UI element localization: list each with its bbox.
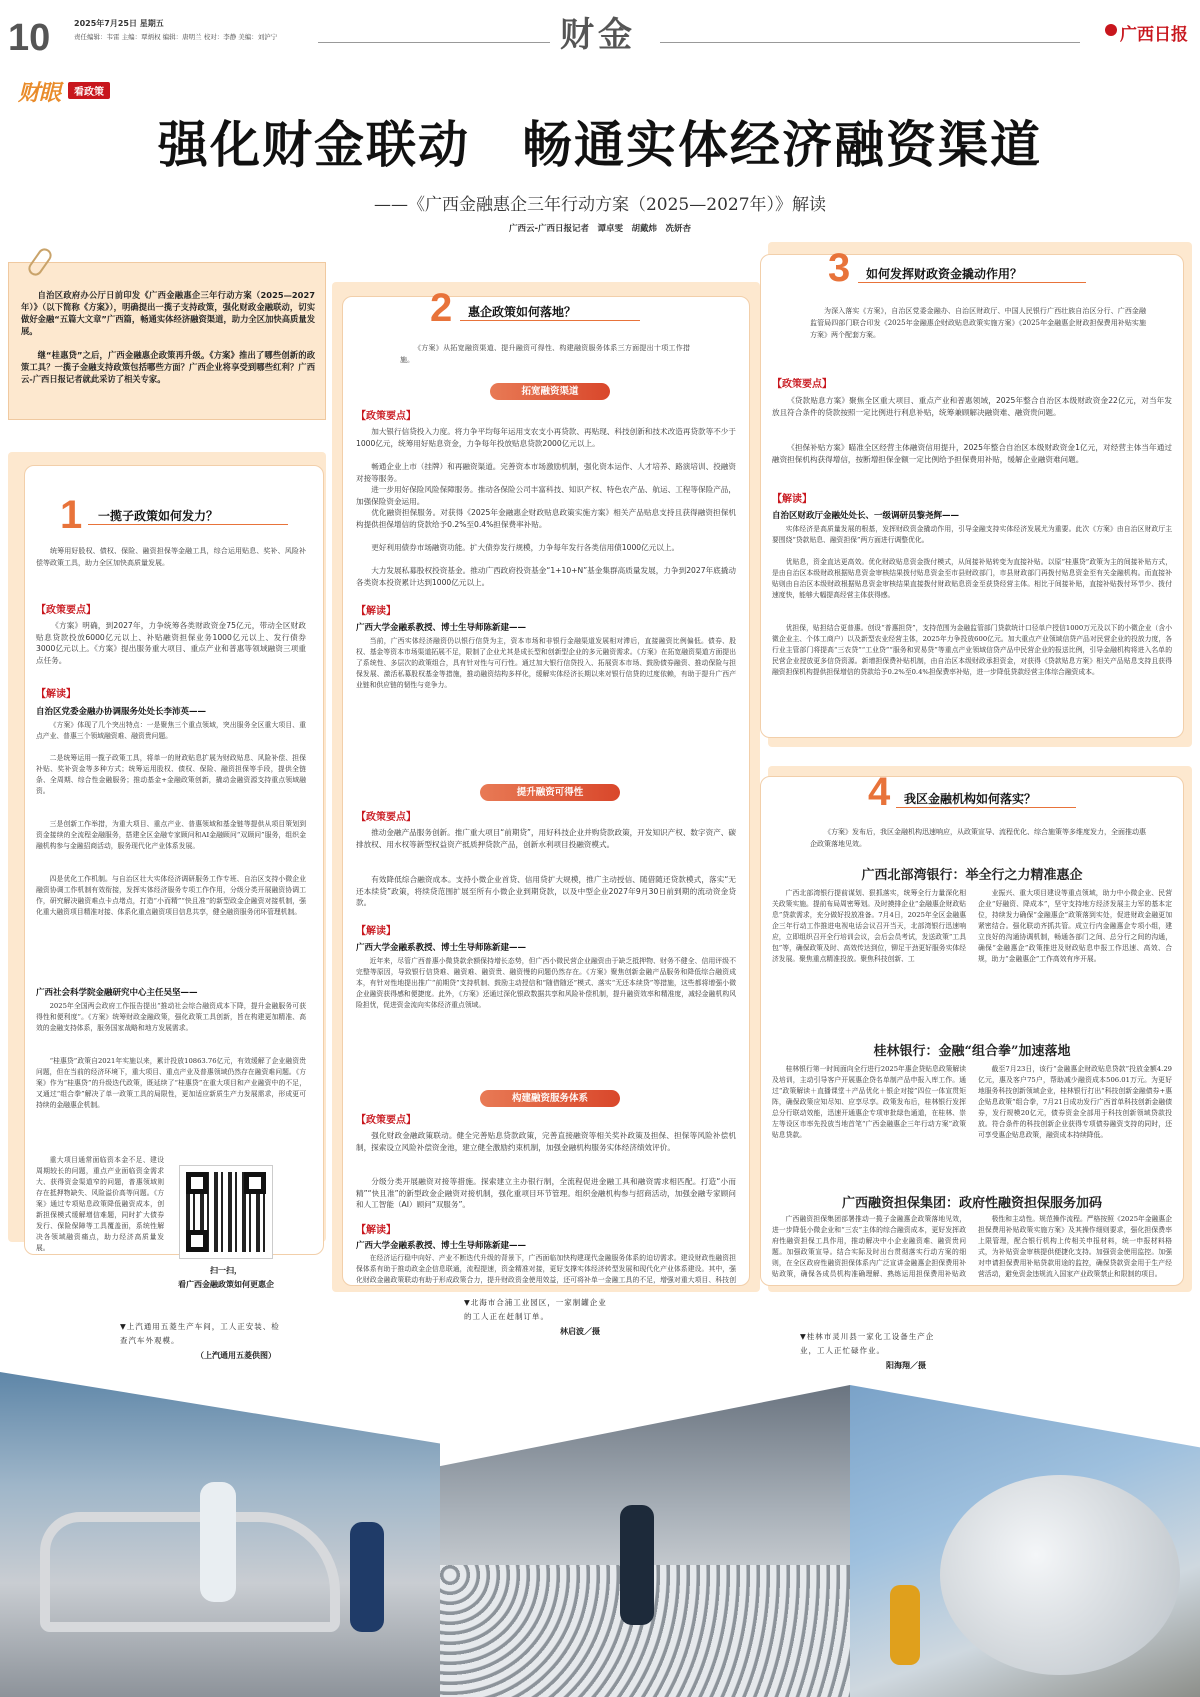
section3-points-label: 【政策要点】 bbox=[772, 379, 832, 390]
section4-heading-rule bbox=[896, 807, 1076, 808]
section1-number: 1 bbox=[60, 493, 83, 537]
section2-expert-a: 广西大学金融系教授、博士生导师陈新建—— bbox=[356, 623, 527, 633]
section2-point-5: 更好利用债券市场融资功能。扩大债券发行规模，力争每年发行各类信用债1000亿元以上。 bbox=[371, 543, 680, 552]
bank1-col2: 业振兴、重大项目建设等重点领域，助力中小微企业、民营企业“好融资、降成本”，坚守支持地方经济发展主力军的基本定位，持续发力确保“金融惠企”政策落到实处，促进财政金融更加紧密结合。强化联动齐抓共管。成立行内金融惠企专项小组，建立良好的沟通协调机制，畅通各部门之间、总分行之间的沟通，确保“金融惠企”政策推进及财政贴息申报工作迅速、高效、合规，助力“金融惠企”工作高效有序开展。 bbox=[978, 889, 1172, 963]
column-logo-text: 财眼 bbox=[18, 81, 61, 106]
bank2-title: 桂林银行：金融“组合拳”加速落地 bbox=[873, 1044, 1071, 1059]
photo2-credit: 林启波／摄 bbox=[560, 1327, 600, 1336]
bank2-col1: 桂林银行第一时间面向全行进行2025年惠企贷贴息政策解读及培训，主动引导客户开展惠企贷名单制产品申报入库工作。通过“政策解读＋直播课堂＋产品优化＋银企对接”四位一体宣贯矩阵，确保政策应知尽知、应享尽享。政策发布后，桂林银行发挥总分行联动效能，迅速开通惠企专项审批绿色通道，在桂林、崇左等设区市率先投放当地首笔“广西金融惠企三年行动方案”政策贴息贷款。 bbox=[772, 1065, 966, 1139]
section-name: 财金 bbox=[560, 15, 636, 55]
section2-point-9: 强化财政金融政策联动。健全完善贴息贷款政策，完善直接融资等相关奖补政策及担保、担保等风险补偿机制，探索设立风险补偿资金池，建立健全激励约束机制，加强金融机构服务实体经济绩效评价。 bbox=[356, 1131, 736, 1152]
section3-heading-rule bbox=[858, 282, 1086, 283]
section3-lead: 为深入落实《方案》，自治区党委金融办、自治区财政厅、中国人民银行广西壮族自治区分行、广西金融监管局四部门联合印发《2025年金融惠企财政贴息政策实施方案》《2025年金融惠企财政担保费用补贴实施方案》两个配套方案。 bbox=[810, 307, 1146, 339]
column-logo bbox=[18, 76, 126, 106]
car-body-shape bbox=[40, 1512, 340, 1632]
qr-finder-icon bbox=[186, 1172, 208, 1194]
photo2-caption: ▼北海市合浦工业园区，一家制罐企业的工人正在赶制订单。 bbox=[464, 1298, 607, 1321]
worker-figure bbox=[350, 1522, 384, 1632]
worker-figure bbox=[200, 1482, 236, 1602]
newspaper-logo-icon bbox=[1105, 24, 1117, 36]
section1-heading: 一揽子政策如何发力？ bbox=[98, 509, 219, 523]
pill-service-system: 构建融资服务体系 bbox=[480, 1090, 620, 1107]
section2-point-6: 大力发展私募股权投资基金。推动广西政府投资基金“1+10+N”基金集群高质量发展，力争到2027年底撬动各类资本投资累计达到1000亿元以上。 bbox=[356, 566, 736, 587]
section1-expert2: 广西社会科学院金融研究中心主任吴坚—— bbox=[36, 988, 198, 998]
section2-points-label-3: 【政策要点】 bbox=[356, 1115, 416, 1126]
qr-code-icon[interactable] bbox=[180, 1166, 272, 1258]
staff-line: 责任编辑：韦雷 主编：覃炳权 编辑：唐明兰 校对：李静 美编：刘沪宁 bbox=[74, 33, 278, 41]
paperclip-icon bbox=[26, 246, 55, 279]
section3-read-2: 优贴息，资金直达更高效。优化财政贴息资金拨付模式，从间接补贴转变为直接补贴。以原“桂惠贷”政策为主的间接补贴方式，是由自治区本级财政根据贴息资金审核结果拨付贴息资金至市县财政部门，市县财政部门再拨付贴息资金至有关金融机构。而直接补贴则由自治区本级财政根据贴息资金审核结果直接拨付财政贴息资金至获贷经营主体。相比于间接补贴，直接补贴拨付环节少、拨付速度快，能够大幅提高经营主体获得感。 bbox=[772, 558, 1172, 599]
section1-heading-rule bbox=[88, 524, 288, 525]
photo1-credit: （上汽通用五菱供图） bbox=[196, 1351, 276, 1360]
section1-read-label: 【解读】 bbox=[36, 689, 76, 700]
section3-heading: 如何发挥财政资金撬动作用？ bbox=[866, 267, 1023, 281]
section3-read-3: 优担保，贴担结合更普惠。创设“普惠担贷”，支持范围为金融监管部门贷款统计口径单户授信1000万元及以下的小微企业（含小微企业主、个体工商户）以及新型农业经营主体，2025年力争投放600亿元。加大重点产业领域信贷产品对民营企业的投放力度，各行业主管部门将提高“三农贷”“工业贷”“服务和贸易贷”等重点产业领域信贷产品中民营企业的报送比例，引导金融机构将进入名单的民营企业授放更多信贷资源。新增担保费补贴机制，由自治区本级财政承担资金，对获得《贷款贴息方案》相关产品贴息支持且获得融资担保机构提供担保增信的贷款给予0.2%至0.4%担保费率补贴，进一步降低贷款经营主体综合融资成本。 bbox=[772, 624, 1172, 676]
intro-box bbox=[8, 262, 326, 420]
section1-points: 《方案》明确，到2027年，力争统筹各类财政资金75亿元，带动全区财政贴息贷款投放6000亿元以上、补贴融资担保业务1000亿元以上、发行债券3000亿元以上。《方案》提出服务重大项目、重点产业和普惠等领域融资三项重点任务。 bbox=[36, 621, 306, 665]
intro-text-2: 继“桂惠贷”之后，广西金融惠企政策再升级。《方案》推出了哪些创新的政策工具？一揽子金融支持政策包括哪些方面？广西企业将享受到哪些红利？广西云-广西日报记者就此采访了相关专家。 bbox=[21, 350, 315, 384]
section2-points-label-2: 【政策要点】 bbox=[356, 812, 416, 823]
section4-lead: 《方案》发布后，我区金融机构迅速响应，从政策宣导、流程优化、综合施策等多维度发力，全面推动惠企政策落地见效。 bbox=[810, 828, 1146, 848]
bank3-col2: 极性和主动性。规范操作流程。严格按照《2025年金融惠企担保费用补贴政策实施方案》及其操作细则要求，强化担保费率上限管理，配合银行机构上传相关申报材料，统一申报材料格式，为补贴资金审核提供便捷化支持。加强资金使用监控。加强对申请担保费用补贴贷款用途的监控，确保贷款资金用于生产经营活动，避免资金违规流入国家产业政策禁止和限制的项目。 bbox=[978, 1215, 1172, 1278]
section2-expert-c: 广西大学金融系教授、博士生导师陈新建—— bbox=[356, 1241, 527, 1251]
section1-expert2-text1: 2025年全国两会政府工作报告提出“推动社会综合融资成本下降，提升金融服务可获得性和便利度”。《方案》统筹财政金融政策，强化政策工具创新，旨在构建更加精准、高效的金融支持体系，服务国家战略和地方发展需求。 bbox=[36, 1002, 306, 1032]
section1-expert1-text1: 《方案》体现了几个突出特点：一是聚焦三个重点领域，突出服务全区重大项目、重点产业、普惠三个领域融资难、融资贵问题。 bbox=[36, 721, 306, 740]
section2-read-3: 在经济运行稳中向好、产业不断迭代升级的背景下，广西面临加快构建现代金融服务体系的迫切需求。建设财政性融资担保体系有助于推动政金企信息联通，流程提速，资金精准对接，更好支撑实体经济转型发展和现代化产业体系建设。其中，强化财政金融政策联动有助于形成政策合力，提升财政资金使用效益，还可将补单一金融工具的不足，增强对重大项目、科技创 bbox=[356, 1254, 736, 1284]
photo-can-factory bbox=[440, 1385, 850, 1697]
section2-points-label-1: 【政策要点】 bbox=[356, 411, 416, 422]
masthead-rule-right bbox=[660, 42, 1080, 43]
pill-broaden-channels: 拓宽融资渠道 bbox=[490, 383, 610, 400]
section2-expert-b: 广西大学金融系教授、博士生导师陈新建—— bbox=[356, 943, 527, 953]
headline-subtitle: ——《广西金融惠企三年行动方案（2025—2027年）》解读 bbox=[373, 195, 827, 215]
masthead-rule-left bbox=[318, 42, 550, 43]
date-line: 2025年7月25日 星期五 bbox=[74, 19, 164, 28]
section3-point-2: 《担保补贴方案》瞄准全区经营主体融资信用提升，2025年整合自治区本级财政资金1亿元，对经营主体当年通过融资担保机构获得增信，按断增担保金额一定比例给予担保费用补贴，缓解企业融资难问题。 bbox=[772, 443, 1172, 464]
byline: 广西云-广西日报记者 谭卓雯 胡戴炜 冼妍杏 bbox=[508, 224, 692, 234]
section2-read-label-3: 【解读】 bbox=[356, 1225, 396, 1236]
section2-read-2: 近年来，尽管广西普惠小微贷款余额保持增长态势，但广西小微民营企业融资由于缺乏抵押物、财务不健全、信用评级不完整等原因，导致银行信贷难、融资难、融资贵、融资慢的问题仍然存在。《方案》聚焦创新金融产品服务和降低综合融资成本，有针对性地提出推广“前期贷”支持机制、鼓励主动授信和“随借随还”模式、落实“无还本续贷”等措施，这些都将增强小微企业融资获得感和便捷度。此外，《方案》还通过深化银政数据共享和风险补偿机制，提升融资效率和精准度，减轻金融机构风险担忧，促进资金流向实体经济重点领域。 bbox=[356, 957, 736, 1009]
photo3-credit: 阳海翔／摄 bbox=[886, 1361, 926, 1370]
section2-point-3: 进一步用好保险风险保障服务。推动各保险公司丰富科技、知识产权、特色农产品、航运、工程等保险产品，加强保险资金运用。 bbox=[356, 485, 736, 506]
photo-chemical-equipment bbox=[850, 1385, 1200, 1697]
worker-figure bbox=[890, 1585, 920, 1665]
bank1-col1: 广西北部湾银行提前谋划、狠抓落实，统筹全行力量深化相关政策实施。提前布局周密筹划。及时摸排企业“金融惠企财政贴息”贷款需求，充分做好投放准备。7月4日，2025年全区金融惠企三年行动工作推进电视电话会议召开当天，北部湾银行迅速响应，立即组织召开全行培训会议，会后会员考试，发送政策“工具包”等，确保政策及时、高效传达到位，铆足干劲更好服务实体经济发展。聚焦重点精准投放。聚焦科技创新、工 bbox=[772, 889, 966, 963]
section2-point-2: 畅通企业上市（挂牌）和再融资渠道。完善资本市场激励机制，强化资本运作、人才培养、路演培训、投融资对接等服务。 bbox=[356, 462, 736, 483]
bank3-col1: 广西融资担保集团部署推动一揽子金融惠企政策落地见效，进一步降低小微企业和“三农”主体的综合融资成本，更好发挥政府性融资担保工具作用，推动解决中小企业融资难、融资贵问题。加强政策宣导。结合实际及时出台贯彻落实行动方案的细则，在全区政府性融资担保体系内广泛宣讲金融惠企担保费用补贴政策，确保各成员机构准确理解、熟练运用担保费用补贴政 bbox=[772, 1215, 966, 1278]
section2-point-8: 有效降低综合融资成本。支持小微企业首贷、信用贷扩大规模，推广主动授信、随借随还贷款模式，落实“无还本续贷”政策，将续贷范围扩展至所有小微企业到期贷款，以及中型企业2027年9月30日前到期的流动资金贷款。 bbox=[356, 875, 736, 907]
section3-read-label: 【解读】 bbox=[772, 494, 812, 505]
section2-point-4: 优化融资担保服务。对获得《2025年金融惠企财政贴息政策实施方案》相关产品贴息支持且获得融资担保机构提供担保增信的贷款给予0.2%至0.4%担保费率补贴。 bbox=[356, 508, 736, 529]
qr-caption-2: 看广西金融政策如何更惠企 bbox=[178, 1280, 274, 1289]
worker-figure bbox=[620, 1505, 654, 1625]
section2-heading-rule bbox=[460, 320, 640, 321]
qr-finder-icon bbox=[186, 1230, 208, 1252]
section2-read-label-2: 【解读】 bbox=[356, 926, 396, 937]
section2-heading: 惠企政策如何落地？ bbox=[468, 305, 577, 319]
section1-expert1: 自治区党委金融办协调服务处处长李沛英—— bbox=[36, 707, 207, 717]
photo-car-factory bbox=[0, 1372, 440, 1697]
column-tag: 看政策 bbox=[68, 82, 110, 99]
masthead bbox=[0, 0, 1200, 62]
section2-point-1: 加大银行信贷投入力度。将力争平均每年运用支农支小再贷款、再贴现、科技创新和技术改造再贷款等不少于1000亿元，统筹用好贴息资金，力争每年投放贴息贷款2000亿元以上。 bbox=[356, 427, 736, 448]
headline-title: 强化财金联动 畅通实体经济融资渠道 bbox=[158, 116, 1042, 174]
section1-lead: 统筹用好股权、债权、保险、融资担保等金融工具，综合运用贴息、奖补、风险补偿等政策工具，助力全区加快高质量发展。 bbox=[36, 547, 306, 567]
section3-read-1: 实体经济是高质量发展的根基，发挥财政资金撬动作用，引导金融支持实体经济发展尤为重要。此次《方案》由自治区财政厅主要围绕“贷款贴息、融资担保”两方面进行调整优化。 bbox=[772, 525, 1172, 544]
section2-point-7: 推动金融产品服务创新。推广重大项目“前期贷”，用好科技企业并购贷款政策，开发知识产权、数字资产、碳排放权、用水权等新型权益资产抵质押贷款产品，创新水利项目投融资模式。 bbox=[356, 828, 736, 849]
section3-number: 3 bbox=[828, 246, 851, 290]
section2-read-1: 当前，广西实体经济融资仍以银行信贷为主，资本市场和非银行金融渠道发展相对滞后，直接融资比例偏低。债券、股权、基金等资本市场渠道拓展不足，限制了企业尤其是成长型和创新型企业的多元融资需求。《方案》在拓宽融资渠道方面提出了系统性、多层次的政策组合，具有针对性与可行性。通过加大银行信贷投入、拓展资本市场、鼓励债券融资、推动保险与担保发展、激活私募股权基金等措施，推动融资结构多样化，缓解实体经济长期以来对银行信贷的过度依赖，有助于提升广西产业链和供应链的韧性与竞争力。 bbox=[356, 637, 736, 689]
section1-expert2-text2: “桂惠贷”政策自2021年实施以来，累计投放10863.76亿元，有效缓解了企业融资贵问题，但在当前的经济环境下，重大项目、重点产业及普惠领域仍然存在融资难问题。《方案》作为“桂惠贷”的升级迭代政策，既延续了“桂惠贷”在重大项目和产业融资中的不足，又通过“组合拳”解决了单一政策工具的局限性，更加适应新质生产力发展需求，形成更可持续的金融惠企机制。 bbox=[36, 1057, 306, 1109]
photo3-caption: ▼桂林市灵川县一家化工设备生产企业，工人正忙碌作业。 bbox=[800, 1332, 935, 1355]
bank1-title: 广西北部湾银行：举全行之力精准惠企 bbox=[861, 868, 1083, 883]
section1-expert1-text2: 二是统筹运用一揽子政策工具，将单一的财政贴息扩展为财政贴息、风险补偿、担保补贴、奖补资金等多种方式；统筹运用股权、债权、保险、融资担保等手段，提供全链条、全周期、综合性金融服务；推动基金+金融政策创新，撬动金融资源支持重点领域融资。 bbox=[36, 754, 306, 795]
section2-point-10: 分级分类开展融资对接等措施。探索建立主办银行制，全流程促进金融工具和融资需求相匹配。打造“小而精”“快且准”的新型政金企融资对接机制，强化重项目环节管理。组织金融机构参与招商活动，加强金融专家顾问和人工智能（AI）顾问“双服务”。 bbox=[356, 1177, 736, 1209]
qr-finder-icon bbox=[244, 1172, 266, 1194]
section3-expert: 自治区财政厅金融处处长、一级调研员黎尧辉—— bbox=[772, 511, 960, 521]
section3-point-1: 《贷款贴息方案》聚焦全区重大项目、重点产业和普惠领域，2025年整合自治区本级财政资金22亿元，对当年发放且符合条件的贷款按照一定比例进行利息补贴，统筹兼顾解决融资难、融资贵问题。 bbox=[772, 396, 1172, 417]
section1-expert1-text4: 四是优化工作机制。与自治区壮大实体经济调研服务工作专班、自治区支持小微企业融资协调工作机制有效衔接，发挥实体经济服务专项工作作用，分级分类开展融资协调工作，研究解决融资难点卡点堵点，打造“小而精”“快且准”的新型政金企融资对接机制，强化重大融资项目精准对接、体系化重点融资项目信息共享，健全融资服务闭环管理机制。 bbox=[36, 875, 306, 916]
bank2-col2: 截至7月23日，该行“金融惠企财政贴息贷款”投放金额4.29亿元，惠及客户75户，帮助减少融资成本506.01万元。为更好地服务科技创新领域企业，桂林银行打出“科技创新金融债券+惠企贴息政策”组合拳，7月21日成功发行广西首单科技创新金融债券，发行规模20亿元，债券资金全部用于科技创新领域贷款投放。符合条件的科技创新企业获得专项债券融资支持的同时，还可享受惠企贴息政策，融资成本持续降低。 bbox=[978, 1065, 1172, 1139]
photo1-caption: ▼上汽通用五菱生产车间，工人正安装、检查汽车外观模。 bbox=[120, 1322, 280, 1345]
section2-read-label-1: 【解读】 bbox=[356, 606, 396, 617]
qr-caption-1: 扫一扫， bbox=[210, 1266, 242, 1275]
page-number: 10 bbox=[8, 17, 51, 59]
newspaper-name: 广西日报 bbox=[1120, 25, 1188, 45]
section4-number: 4 bbox=[868, 770, 891, 814]
section1-expert2-text3: 重大项目通常面临资本金不足、建设周期较长的问题，重点产业面临资金需求大、获得资金渠道窄的问题，普惠领域则存在抵押物缺失、风险溢价高等问题。《方案》通过专项贴息政策降低融资成本，创新担保模式缓解增信难题，同时扩大债券发行、保险保障等工具覆盖面，系统性解决各领域融资痛点，助力经济高质量发展。 bbox=[36, 1156, 164, 1252]
section2-number: 2 bbox=[430, 286, 453, 330]
section1-points-label: 【政策要点】 bbox=[36, 605, 96, 616]
tank-shape bbox=[940, 1475, 1180, 1675]
intro-text-1: 自治区政府办公厅日前印发《广西金融惠企三年行动方案（2025—2027年）》（以下简称《方案》），明确提出一揽子支持政策，强化财政金融联动，切实做好金融“五篇大文章”广西篇，畅通实体经济融资渠道，助力全区加快高质量发展。 bbox=[21, 290, 315, 336]
section2-lead: 《方案》从拓宽融资渠道、提升融资可得性、构建融资服务体系三方面提出十项工作措施。 bbox=[400, 344, 690, 364]
pill-improve-availability: 提升融资可得性 bbox=[480, 784, 620, 801]
section4-heading: 我区金融机构如何落实？ bbox=[904, 792, 1037, 806]
bank3-title: 广西融资担保集团：政府性融资担保服务加码 bbox=[841, 1196, 1102, 1211]
section1-expert1-text3: 三是创新工作举措，为重大项目、重点产业、普惠领域和基金链等提供从项目策划到资金接续的全流程金融服务，搭建全区金融专家顾问和AI金融顾问“双顾问”服务，组织金融机构参与金融招商活动，服务现代化产业体系发展。 bbox=[36, 820, 306, 850]
